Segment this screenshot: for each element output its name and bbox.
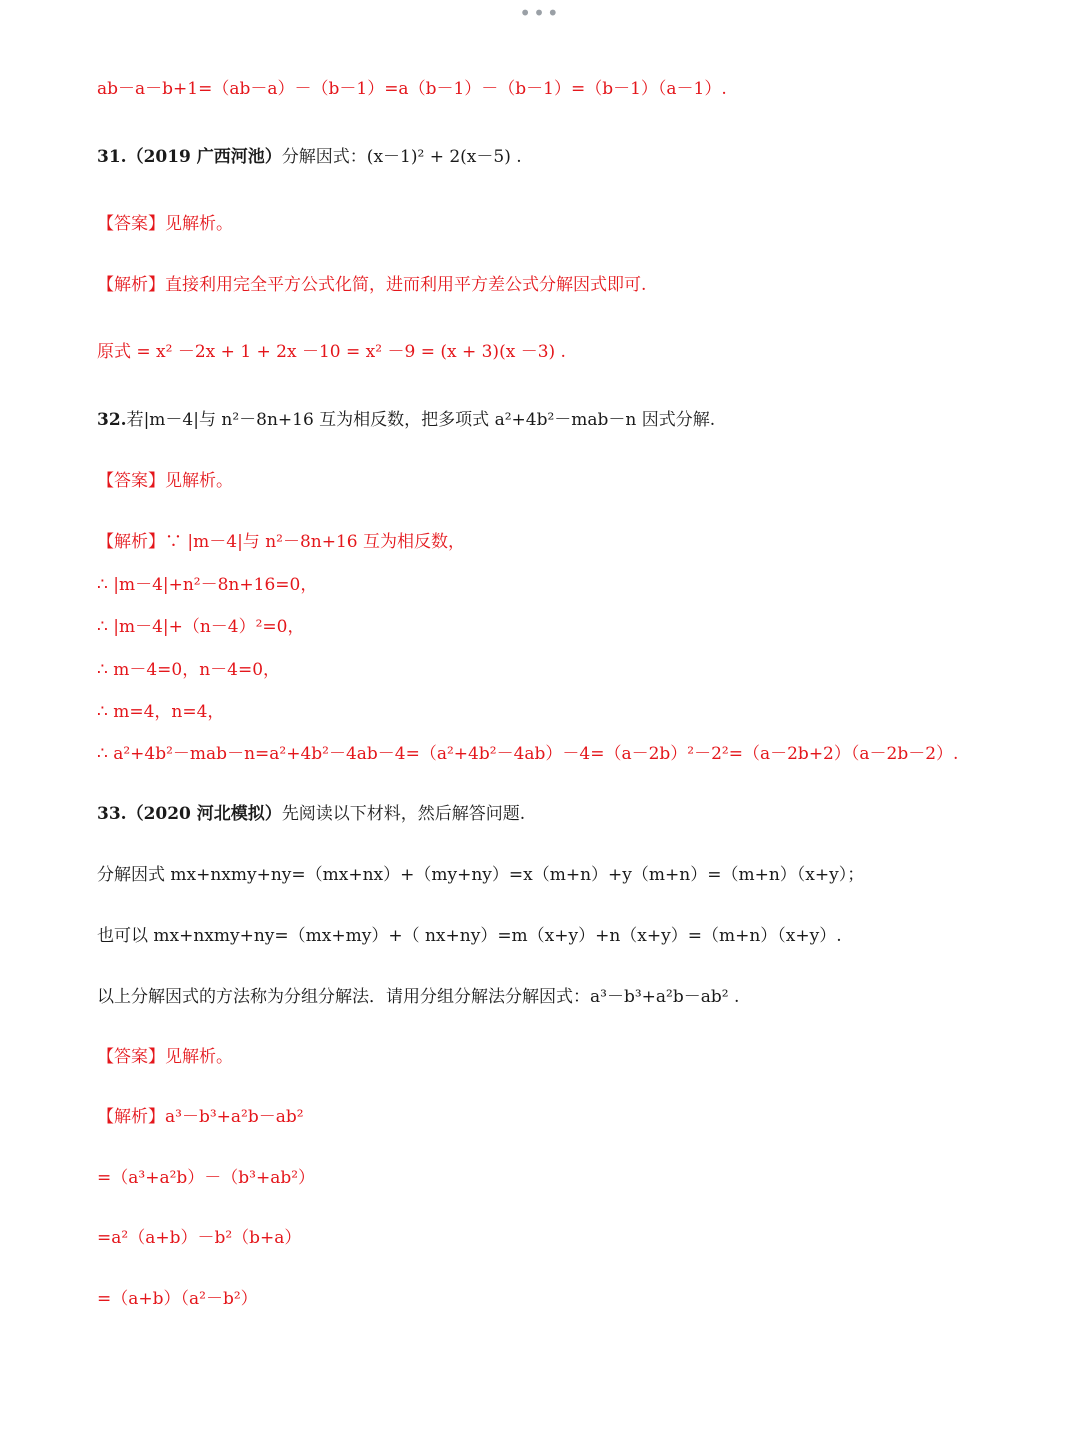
- question-number: 33.（2020 河北模拟）: [97, 804, 282, 824]
- text-line-5: [97, 340, 1040, 364]
- text-line-4: [97, 273, 1040, 297]
- text-line-21: [97, 1226, 1040, 1250]
- line-text: 【解析】∵ |m－4|与 n²－8n+16 互为相反数，: [97, 532, 466, 552]
- more-options-icon[interactable]: •••: [519, 1, 561, 25]
- text-line-15: [97, 863, 1040, 887]
- line-text: =（a³+a²b）－（b³+ab²）: [97, 1168, 316, 1188]
- line-text: 【解析】直接利用完全平方公式化简，进而利用平方差公式分解因式即可.: [97, 275, 647, 295]
- line-text: ∴ a²+4b²－mab－n=a²+4b²－4ab－4=（a²+4b²－4ab）－4=（a－2b）²－2²=（a－2b+2）（a－2b－2）.: [97, 744, 959, 764]
- text-line-1: [97, 77, 1040, 101]
- text-line-2: [97, 145, 1040, 169]
- line-text: 先阅读以下材料，然后解答问题.: [281, 804, 526, 824]
- line-text: ∴ m－4=0，n－4=0，: [97, 660, 281, 680]
- line-text: =a²（a+b）－b²（b+a）: [97, 1228, 302, 1248]
- line-text: 分解因式：(x－1)² + 2(x－5) .: [281, 147, 522, 167]
- text-line-8: [97, 530, 1040, 554]
- text-line-17: [97, 985, 1040, 1009]
- text-line-11: [97, 658, 1040, 682]
- line-text: 【答案】见解析。: [97, 471, 233, 491]
- line-text: 【答案】见解析。: [97, 214, 233, 234]
- line-text: ∴ |m－4|+n²－8n+16=0，: [97, 575, 318, 595]
- text-line-13: [97, 742, 1040, 766]
- text-line-18: [97, 1045, 1040, 1069]
- text-line-9: [97, 573, 1040, 597]
- line-text: 以上分解因式的方法称为分组分解法．请用分组分解法分解因式：a³－b³+a²b－ab² .: [97, 987, 740, 1007]
- text-line-6: [97, 408, 1040, 432]
- line-text: 【解析】a³－b³+a²b－ab²: [97, 1107, 304, 1127]
- line-text: 也可以 mx+nxmy+ny=（mx+my）+（ nx+ny）=m（x+y）+n（x+y）=（m+n）（x+y）.: [97, 926, 842, 946]
- text-line-7: [97, 469, 1040, 493]
- line-text: ∴ |m－4|+（n－4）²=0，: [97, 617, 305, 637]
- text-line-16: [97, 924, 1040, 948]
- line-text: 若|m－4|与 n²－8n+16 互为相反数，把多项式 a²+4b²－mab－n 因式分解.: [126, 410, 716, 430]
- text-line-19: [97, 1105, 1040, 1129]
- text-line-3: [97, 212, 1040, 236]
- line-text: ab－a－b+1=（ab－a）－（b－1）=a（b－1）－（b－1）=（b－1）（a－1）.: [97, 79, 727, 99]
- line-text: =（a+b）（a²－b²）: [97, 1289, 258, 1309]
- text-line-12: [97, 700, 1040, 724]
- question-number: 31.（2019 广西河池）: [97, 147, 282, 167]
- text-line-20: [97, 1166, 1040, 1190]
- line-text: 【答案】见解析。: [97, 1047, 233, 1067]
- text-line-14: [97, 802, 1040, 826]
- text-line-22: [97, 1287, 1040, 1311]
- question-number: 32.: [97, 410, 127, 430]
- line-text: 原式 = x² －2x + 1 + 2x －10 = x² －9 = (x + 3)(x －3) .: [97, 342, 566, 362]
- line-text: ∴ m=4，n=4，: [97, 702, 225, 722]
- text-line-10: [97, 615, 1040, 639]
- line-text: 分解因式 mx+nxmy+ny=（mx+nx）+（my+ny）=x（m+n）+y（m+n）=（m+n）（x+y）；: [97, 865, 865, 885]
